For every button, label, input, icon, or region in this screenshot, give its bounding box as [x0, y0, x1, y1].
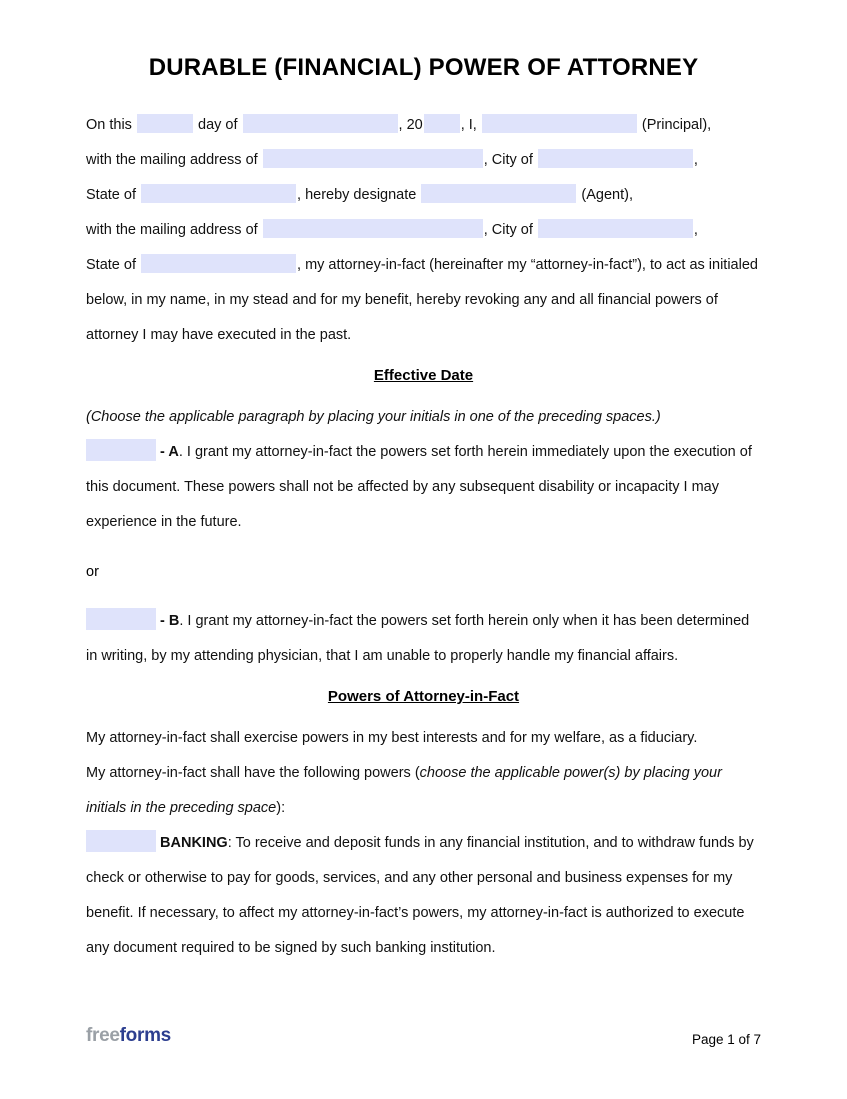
option-b-label: - B	[160, 613, 180, 629]
agent-state-blank[interactable]	[141, 254, 296, 273]
intro-seg-i: , I,	[460, 117, 477, 133]
principal-address-blank[interactable]	[263, 149, 483, 168]
intro-seg-designate: , hereby designate	[297, 187, 417, 203]
intro-seg-comma-2: ,	[693, 222, 698, 238]
logo-text-forms: forms	[119, 1025, 171, 1046]
intro-seg-city-1: , City of	[483, 152, 533, 168]
powers-para2-italic: choose the applicable power(s) by placing your initials in the preceding space	[86, 765, 722, 816]
banking-initials-blank[interactable]	[86, 830, 156, 852]
banking-label: BANKING	[160, 835, 228, 851]
date-year-blank[interactable]	[424, 114, 460, 133]
intro-seg-comma-1: ,	[693, 152, 698, 168]
principal-name-blank[interactable]	[482, 114, 637, 133]
page-number: Page 1 of 7	[691, 1032, 761, 1047]
agent-name-blank[interactable]	[421, 184, 576, 203]
powers-paragraph-1: My attorney-in-fact shall exercise powers in my best interests and for my welfare, as a fiduciary.	[86, 730, 698, 746]
freeforms-logo[interactable]	[86, 1025, 171, 1047]
intro-seg-closing: , my attorney-in-fact (hereinafter my “attorney-in-fact”), to act as initialed below, in my name, in my stead and for my benefit, hereby revoking any and all financial powers of attorney I may have executed in the past.	[86, 257, 758, 343]
date-day-blank[interactable]	[137, 114, 193, 133]
powers-paragraph-2	[86, 756, 761, 826]
option-a-text: . I grant my attorney-in-fact the powers set forth herein immediately upon the execution of this document. These powers shall not be affected by any subsequent disability or incapacity I may experience in the future.	[86, 444, 752, 530]
option-a-label: - A	[160, 444, 179, 460]
banking-text: : To receive and deposit funds in any financial institution, and to withdraw funds by check or otherwise to pay for goods, services, and any other personal and business expenses for my benefit. If necessary, to affect my attorney-in-fact’s powers, my attorney-in-fact is authorized to execute any document required to be signed by such banking institution.	[86, 835, 754, 956]
option-b-text: . I grant my attorney-in-fact the powers set forth herein only when it has been determined in writing, by my attending physician, that I am unable to properly handle my financial affairs.	[86, 613, 750, 664]
principal-state-blank[interactable]	[141, 184, 296, 203]
agent-address-blank[interactable]	[263, 219, 483, 238]
intro-seg-day-of: day of	[198, 117, 238, 133]
intro-paragraph	[86, 108, 761, 353]
section-heading-powers: Powers of Attorney-in-Fact	[327, 688, 520, 705]
intro-seg-mailing-principal: with the mailing address of	[86, 152, 258, 168]
powers-para2-lead: My attorney-in-fact shall have the following powers (	[86, 765, 420, 781]
intro-seg-state-1: State of	[86, 187, 136, 203]
section-heading-effective-date: Effective Date	[373, 367, 474, 384]
date-month-blank[interactable]	[243, 114, 398, 133]
logo-text-free: free	[86, 1025, 120, 1046]
effective-date-option-a	[86, 435, 761, 540]
power-item-banking	[86, 826, 761, 966]
page-footer	[86, 1025, 761, 1047]
effective-date-option-b	[86, 604, 761, 674]
effective-date-instruction: (Choose the applicable paragraph by placing your initials in one of the preceding spaces.)	[86, 409, 661, 425]
effective-date-or: or	[86, 563, 99, 580]
agent-city-blank[interactable]	[538, 219, 693, 238]
intro-seg-mailing-agent: with the mailing address of	[86, 222, 258, 238]
page-title: DURABLE (FINANCIAL) POWER OF ATTORNEY	[148, 54, 699, 81]
powers-para2-tail: ):	[276, 800, 286, 816]
principal-city-blank[interactable]	[538, 149, 693, 168]
option-b-initials-blank[interactable]	[86, 608, 156, 630]
intro-seg-agent: (Agent),	[581, 187, 633, 203]
intro-seg-on-this: On this	[86, 117, 132, 133]
option-a-initials-blank[interactable]	[86, 439, 156, 461]
intro-seg-city-2: , City of	[483, 222, 533, 238]
intro-seg-year-prefix: , 20	[398, 117, 423, 133]
document-body	[86, 54, 761, 966]
intro-seg-state-2: State of	[86, 257, 136, 273]
intro-seg-principal: (Principal),	[641, 117, 712, 133]
